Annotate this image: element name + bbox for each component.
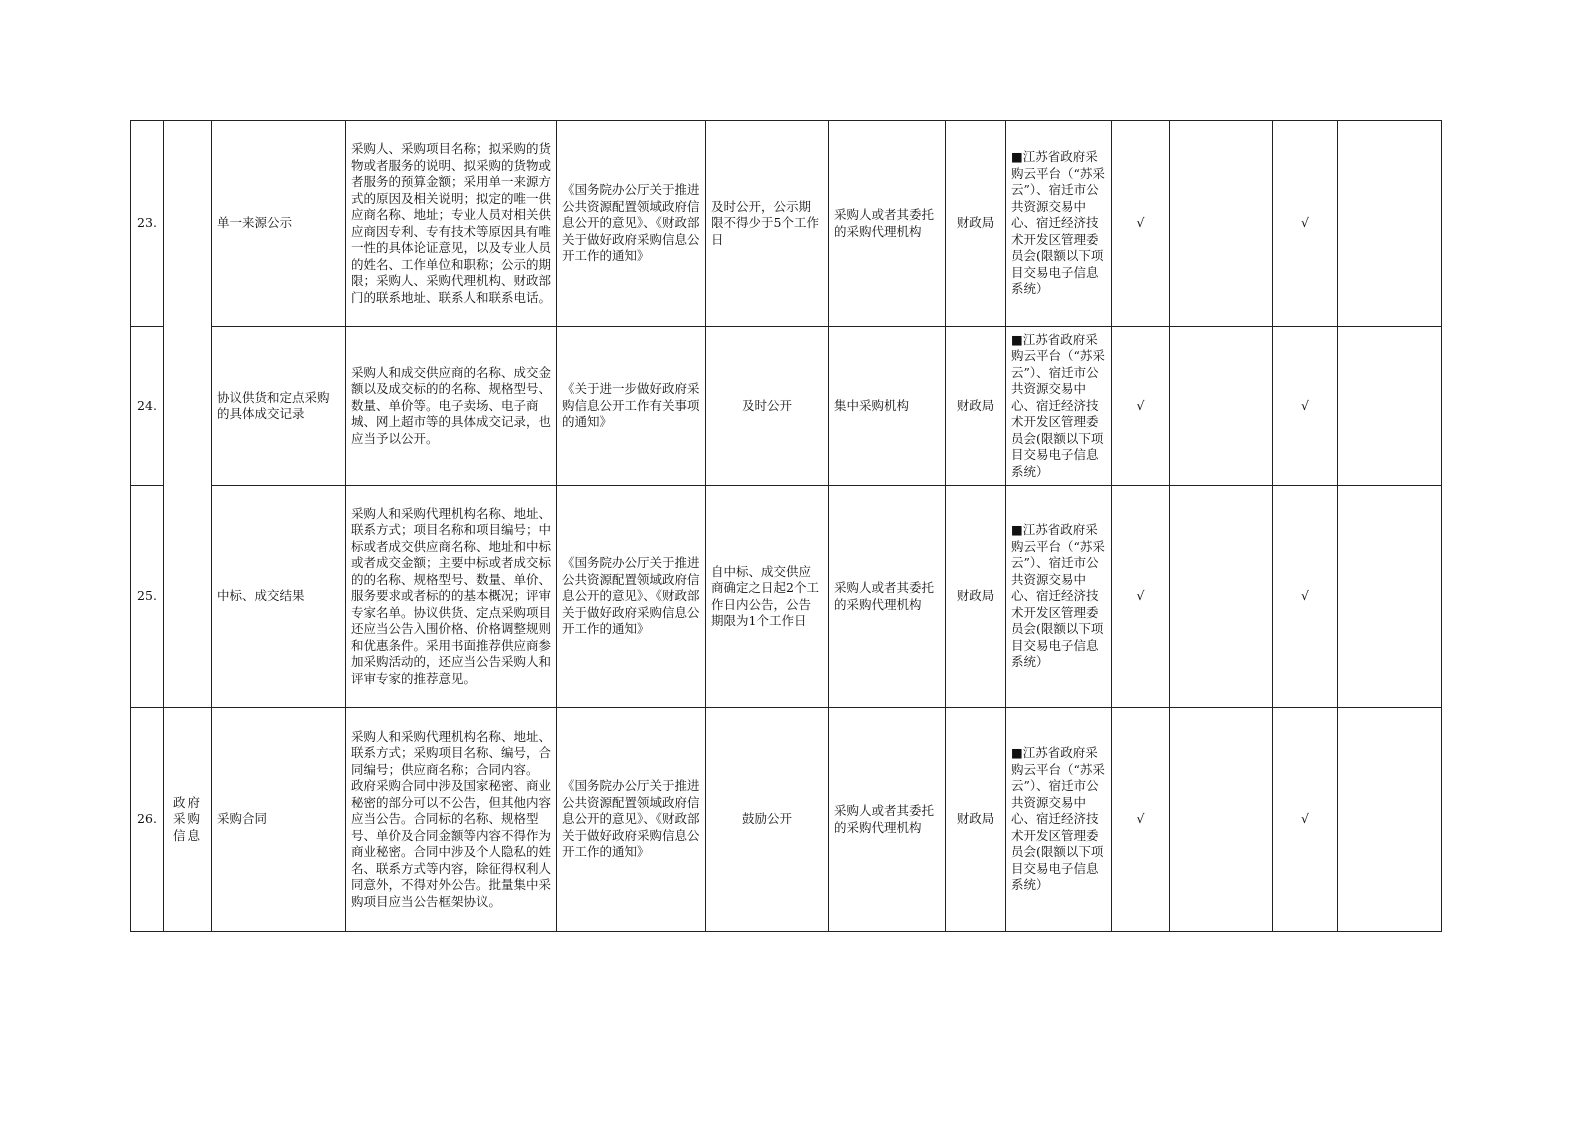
table-row	[131, 327, 1442, 486]
disclosure-time: 及时公开，公示期限不得少于5个工作日	[706, 121, 829, 327]
item-name: 单一来源公示	[212, 121, 346, 327]
table-row	[131, 486, 1442, 708]
disclosure-subject: 采购人或者其委托的采购代理机构	[829, 486, 946, 708]
empty-cell	[1170, 708, 1273, 932]
empty-cell	[1170, 327, 1273, 486]
disclosure-platform: ■江苏省政府采购云平台（“苏采云”）、宿迁市公共资源交易中心、宿迁经济技术开发区管理委员会(限额以下项目交易电子信息系统）	[1006, 708, 1112, 932]
empty-cell	[1338, 708, 1442, 932]
row-number: 24.	[131, 327, 164, 486]
category-cell-empty	[164, 121, 212, 708]
disclosure-content: 采购人和采购代理机构名称、地址、联系方式；采购项目名称、编号，合同编号；供应商名称；合同内容。 政府采购合同中涉及国家秘密、商业秘密的部分可以不公告，但其他内容应当公告。合同标的名称、规格型号、单价及合同金额等内容不得作为商业秘密。合同中涉及个人隐私的姓名、联系方式等内容，除征得权利人同意外，不得对外公告。批量集中采购项目应当公告框架协议。	[346, 708, 557, 932]
table-row	[131, 708, 1442, 932]
check-mark: √	[1112, 121, 1170, 327]
empty-cell	[1338, 121, 1442, 327]
check-mark: √	[1273, 708, 1338, 932]
department: 财政局	[946, 327, 1006, 486]
check-mark: √	[1273, 121, 1338, 327]
check-mark: √	[1112, 327, 1170, 486]
department: 财政局	[946, 121, 1006, 327]
disclosure-platform: ■江苏省政府采购云平台（“苏采云”）、宿迁市公共资源交易中心、宿迁经济技术开发区管理委员会(限额以下项目交易电子信息系统）	[1006, 121, 1112, 327]
empty-cell	[1170, 486, 1273, 708]
check-mark: √	[1273, 486, 1338, 708]
empty-cell	[1170, 121, 1273, 327]
disclosure-content: 采购人、采购项目名称；拟采购的货物或者服务的说明、拟采购的货物或者服务的预算金额；采用单一来源方式的原因及相关说明；拟定的唯一供应商名称、地址；专业人员对相关供应商因专利、专有技术等原因具有唯一性的具体论证意见，以及专业人员的姓名、工作单位和职称；公示的期限；采购人、采购代理机构、财政部门的联系地址、联系人和联系电话。	[346, 121, 557, 327]
empty-cell	[1338, 486, 1442, 708]
department: 财政局	[946, 708, 1006, 932]
empty-cell	[1338, 327, 1442, 486]
row-number: 23.	[131, 121, 164, 327]
disclosure-subject: 采购人或者其委托的采购代理机构	[829, 708, 946, 932]
check-mark: √	[1112, 486, 1170, 708]
check-mark: √	[1273, 327, 1338, 486]
legal-basis: 《关于进一步做好政府采购信息公开工作有关事项的通知》	[557, 327, 706, 486]
check-mark: √	[1112, 708, 1170, 932]
table-row	[131, 121, 1442, 327]
disclosure-content: 采购人和成交供应商的名称、成交金额以及成交标的的名称、规格型号、数量、单价等。电子卖场、电子商城、网上超市等的具体成交记录，也应当予以公开。	[346, 327, 557, 486]
item-name: 中标、成交结果	[212, 486, 346, 708]
row-number: 25.	[131, 486, 164, 708]
disclosure-content: 采购人和采购代理机构名称、地址、联系方式；项目名称和项目编号；中标或者成交供应商名称、地址和中标或者成交金额；主要中标或者成交标的的名称、规格型号、数量、单价、服务要求或者标的的基本概况；评审专家名单。协议供货、定点采购项目还应当公告入围价格、价格调整规则和优惠条件。采用书面推荐供应商参加采购活动的，还应当公告采购人和评审专家的推荐意见。	[346, 486, 557, 708]
category-label: 政府采购信息	[164, 708, 212, 932]
item-name: 采购合同	[212, 708, 346, 932]
row-number: 26.	[131, 708, 164, 932]
disclosure-subject: 集中采购机构	[829, 327, 946, 486]
disclosure-time: 自中标、成交供应商确定之日起2个工作日内公告，公告期限为1个工作日	[706, 486, 829, 708]
disclosure-platform: ■江苏省政府采购云平台（“苏采云”）、宿迁市公共资源交易中心、宿迁经济技术开发区管理委员会(限额以下项目交易电子信息系统）	[1006, 486, 1112, 708]
disclosure-table	[130, 120, 1442, 932]
legal-basis: 《国务院办公厅关于推进公共资源配置领域政府信息公开的意见》、《财政部关于做好政府采购信息公开工作的通知》	[557, 486, 706, 708]
disclosure-platform: ■江苏省政府采购云平台（“苏采云”）、宿迁市公共资源交易中心、宿迁经济技术开发区管理委员会(限额以下项目交易电子信息系统）	[1006, 327, 1112, 486]
disclosure-subject: 采购人或者其委托的采购代理机构	[829, 121, 946, 327]
legal-basis: 《国务院办公厅关于推进公共资源配置领域政府信息公开的意见》、《财政部关于做好政府采购信息公开工作的通知》	[557, 121, 706, 327]
legal-basis: 《国务院办公厅关于推进公共资源配置领域政府信息公开的意见》、《财政部关于做好政府采购信息公开工作的通知》	[557, 708, 706, 932]
disclosure-time: 及时公开	[706, 327, 829, 486]
disclosure-time: 鼓励公开	[706, 708, 829, 932]
item-name: 协议供货和定点采购的具体成交记录	[212, 327, 346, 486]
department: 财政局	[946, 486, 1006, 708]
